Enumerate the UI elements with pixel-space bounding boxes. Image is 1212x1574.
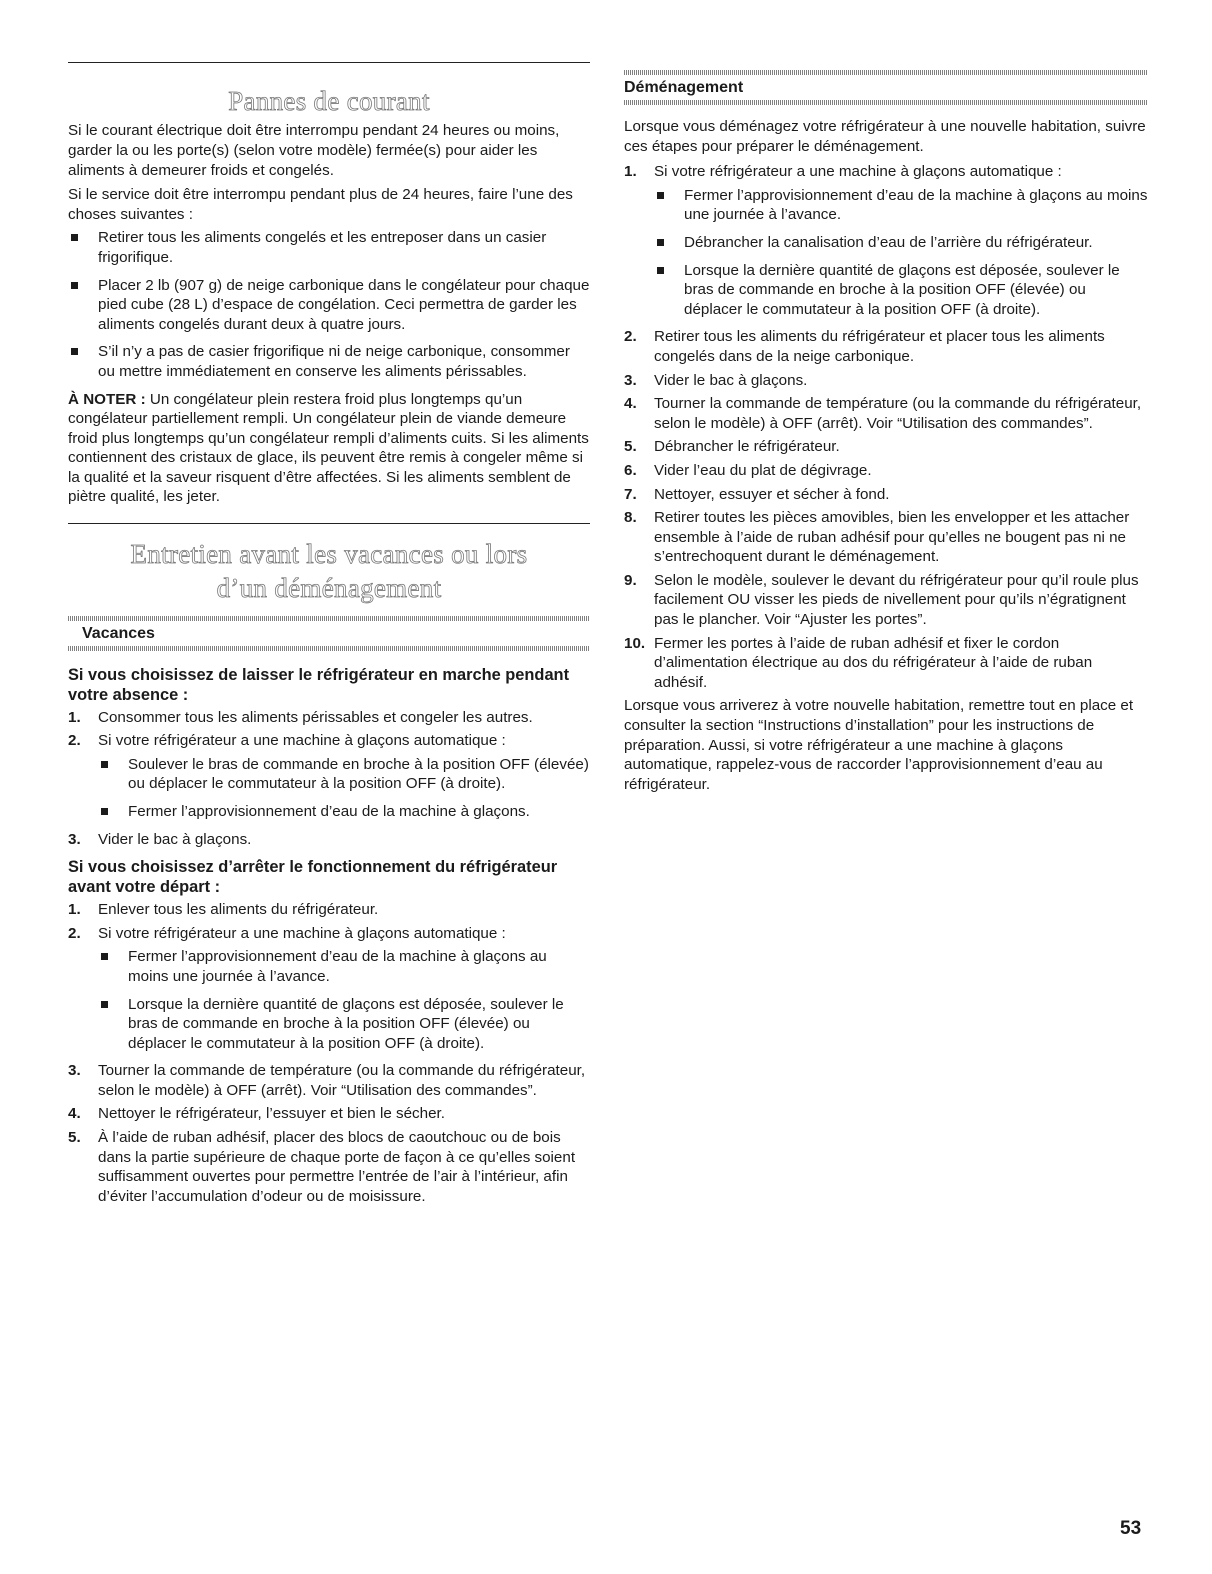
step-text: Débrancher le réfrigérateur. <box>654 438 840 456</box>
list-item: Placer 2 lb (907 g) de neige carbonique dans le congélateur pour chaque pied cube (28 L) d’espace de congélation. Ceci permettra de garder les aliments congelés durant deux à quatre jours. <box>68 276 590 335</box>
list-item: Fermer l’approvisionnement d’eau de la machine à glaçons au moins une journée à l’avance. <box>654 186 1148 225</box>
step-text: Consommer tous les aliments périssables et congeler les autres. <box>98 708 533 726</box>
demenagement-outro: Lorsque vous arriverez à votre nouvelle habitation, remettre tout en place et consulter la section “Instructions d’installation” pour les instructions de préparation. Aussi, si votre réfrigérateur a une machine à glaçons automatique, rappelez-vous de raccorder l’approvisionnement d’eau au réfrigérateur. <box>624 697 1134 793</box>
demenagement-intro: Lorsque vous déménagez votre réfrigérateur à une nouvelle habitation, suivre ces étapes pour préparer le déménagement. <box>624 118 1146 155</box>
hatch-divider <box>624 100 1148 105</box>
step-text: Enlever tous les aliments du réfrigérateur. <box>98 901 379 919</box>
step-number: 7. <box>624 485 637 503</box>
note-label: À NOTER : <box>68 390 146 408</box>
step-text: Retirer toutes les pièces amovibles, bien les envelopper et les attacher ensemble à l’aide de ruban adhésif pour qu’elles ne bougent pas ni ne s’entrechoquent durant le déménagement. <box>654 509 1130 566</box>
step-number: 10. <box>624 634 646 652</box>
hatch-divider <box>68 616 590 621</box>
step-number: 5. <box>68 1129 81 1147</box>
vacation-section-title <box>68 538 590 606</box>
step-number: 2. <box>68 924 81 942</box>
left-column <box>68 62 590 1210</box>
list-item <box>624 394 1148 433</box>
list-item <box>624 162 1148 319</box>
list-item <box>624 327 1148 366</box>
power-failure-paragraph-2: Si le service doit être interrompu pendant plus de 24 heures, faire l’une des choses suivantes : <box>68 186 573 223</box>
power-failure-title: Pannes de courant <box>228 86 430 116</box>
list-item <box>68 731 590 821</box>
demenagement-heading: Déménagement <box>624 79 744 96</box>
list-item <box>68 1061 590 1100</box>
hatch-divider <box>68 646 590 651</box>
stop-heading: Si vous choisissez d’arrêter le fonctionnement du réfrigérateur avant votre départ : <box>68 858 558 897</box>
step-text: Fermer les portes à l’aide de ruban adhésif et fixer le cordon d’alimentation électrique au dos du réfrigérateur à l’aide de ruban adhésif. <box>654 634 1093 691</box>
step-number: 4. <box>68 1105 81 1123</box>
step-number: 1. <box>624 163 637 181</box>
demenagement-step1-bullets <box>654 186 1148 320</box>
top-rule <box>68 62 590 63</box>
step-number: 5. <box>624 438 637 456</box>
vacances-heading: Vacances <box>82 624 155 642</box>
step-number: 3. <box>68 1062 81 1080</box>
step-number: 4. <box>624 395 637 413</box>
step-text: Tourner la commande de température (ou la commande du réfrigérateur, selon le modèle) à OFF (arrêt). Voir “Utilisation des commandes”. <box>98 1062 586 1099</box>
list-item <box>68 830 590 850</box>
step-number: 9. <box>624 571 637 589</box>
step-text: Selon le modèle, soulever le devant du réfrigérateur pour qu’il roule plus facilement OU visser les pieds de nivellement pour qu’ils n’égratignent pas le plancher. Voir “Ajuster les portes”. <box>654 571 1139 629</box>
list-item <box>624 634 1148 693</box>
vacation-title-line-1: Entretien avant les vacances ou lors <box>130 539 528 570</box>
step-number: 3. <box>624 371 637 389</box>
list-item <box>68 1104 590 1124</box>
run-heading: Si vous choisissez de laisser le réfrigérateur en marche pendant votre absence : <box>68 665 570 704</box>
power-failure-paragraph-1: Si le courant électrique doit être interrompu pendant 24 heures ou moins, garder la ou les porte(s) (selon votre modèle) fermée(s) pour aider les aliments à demeurer froids et congelés. <box>68 122 560 179</box>
list-item: Lorsque la dernière quantité de glaçons est déposée, soulever le bras de commande en broche à la position OFF (élevée) ou déplacer le commutateur à la position OFF (à droite). <box>654 261 1148 320</box>
list-item <box>624 485 1148 505</box>
power-failure-note <box>68 390 590 508</box>
step-text: Vider l’eau du plat de dégivrage. <box>654 461 872 479</box>
list-item: Soulever le bras de commande en broche à la position OFF (élevée) ou déplacer le commutateur à la position OFF (à droite). <box>98 755 590 794</box>
step-number: 3. <box>68 830 81 848</box>
step-number: 2. <box>624 328 637 346</box>
list-item <box>624 437 1148 457</box>
step-number: 8. <box>624 509 637 527</box>
list-item <box>624 508 1148 567</box>
list-item <box>68 1128 590 1206</box>
step-text: Vider le bac à glaçons. <box>98 830 252 848</box>
step-text: Si votre réfrigérateur a une machine à glaçons automatique : <box>654 163 1062 181</box>
list-item: Lorsque la dernière quantité de glaçons est déposée, soulever le bras de commande en broche à la position OFF (élevée) ou déplacer le commutateur à la position OFF (à droite). <box>98 995 590 1054</box>
step-text: À l’aide de ruban adhésif, placer des blocs de caoutchouc ou de bois dans la partie supérieure de chaque porte de façon à ce qu’elles soient suffisamment ouvertes pour permettre l’entrée de l’air à l’intérieur, afin d’éviter l’accumulation d’odeur ou de moisissure. <box>98 1129 576 1205</box>
list-item <box>68 924 590 1054</box>
step-text: Si votre réfrigérateur a une machine à glaçons automatique : <box>98 732 506 750</box>
step-text: Nettoyer le réfrigérateur, l’essuyer et bien le sécher. <box>98 1105 445 1123</box>
step-text: Retirer tous les aliments du réfrigérateur et placer tous les aliments congelés dans de la neige carbonique. <box>654 328 1105 365</box>
demenagement-steps <box>624 162 1148 692</box>
step-text: Vider le bac à glaçons. <box>654 371 808 389</box>
list-item: Débrancher la canalisation d’eau de l’arrière du réfrigérateur. <box>654 233 1148 253</box>
right-column <box>624 70 1148 794</box>
step-number: 1. <box>68 708 81 726</box>
stop-step2-bullets <box>98 947 590 1053</box>
step-number: 2. <box>68 732 81 750</box>
note-text: Un congélateur plein restera froid plus longtemps qu’un congélateur partiellement rempli. Un congélateur plein de viande demeure froid plus longtemps qu’un congélateur rempli d’aliments cuits. Si les aliments contiennent des cristaux de glace, ils peuvent être remis à congeler même si la qualité et la saveur risquent d’être affectées. Si les aliments semblent de piètre qualité, les jeter. <box>68 390 589 506</box>
step-text: Si votre réfrigérateur a une machine à glaçons automatique : <box>98 924 506 942</box>
stop-steps <box>68 900 590 1206</box>
list-item <box>68 708 590 728</box>
power-failure-bullets <box>68 228 590 381</box>
list-item: S’il n’y a pas de casier frigorifique ni de neige carbonique, consommer ou mettre immédiatement en conserve les aliments périssables. <box>68 342 590 381</box>
hatch-divider <box>624 70 1148 75</box>
run-step2-bullets <box>98 755 590 822</box>
list-item <box>624 371 1148 391</box>
list-item: Fermer l’approvisionnement d’eau de la machine à glaçons. <box>98 802 590 822</box>
step-text: Tourner la commande de température (ou la commande du réfrigérateur, selon le modèle) à OFF (arrêt). Voir “Utilisation des commandes”. <box>654 395 1142 432</box>
list-item <box>624 461 1148 481</box>
step-number: 6. <box>624 461 637 479</box>
step-text: Nettoyer, essuyer et sécher à fond. <box>654 485 890 503</box>
page-number: 53 <box>1120 1518 1142 1539</box>
section-rule <box>68 523 590 524</box>
run-steps <box>68 708 590 850</box>
step-number: 1. <box>68 901 81 919</box>
list-item: Fermer l’approvisionnement d’eau de la machine à glaçons au moins une journée à l’avance. <box>98 947 590 986</box>
vacation-title-line-2: d’un déménagement <box>216 572 442 603</box>
list-item <box>68 900 590 920</box>
list-item <box>624 571 1148 630</box>
list-item: Retirer tous les aliments congelés et les entreposer dans un casier frigorifique. <box>68 228 590 267</box>
